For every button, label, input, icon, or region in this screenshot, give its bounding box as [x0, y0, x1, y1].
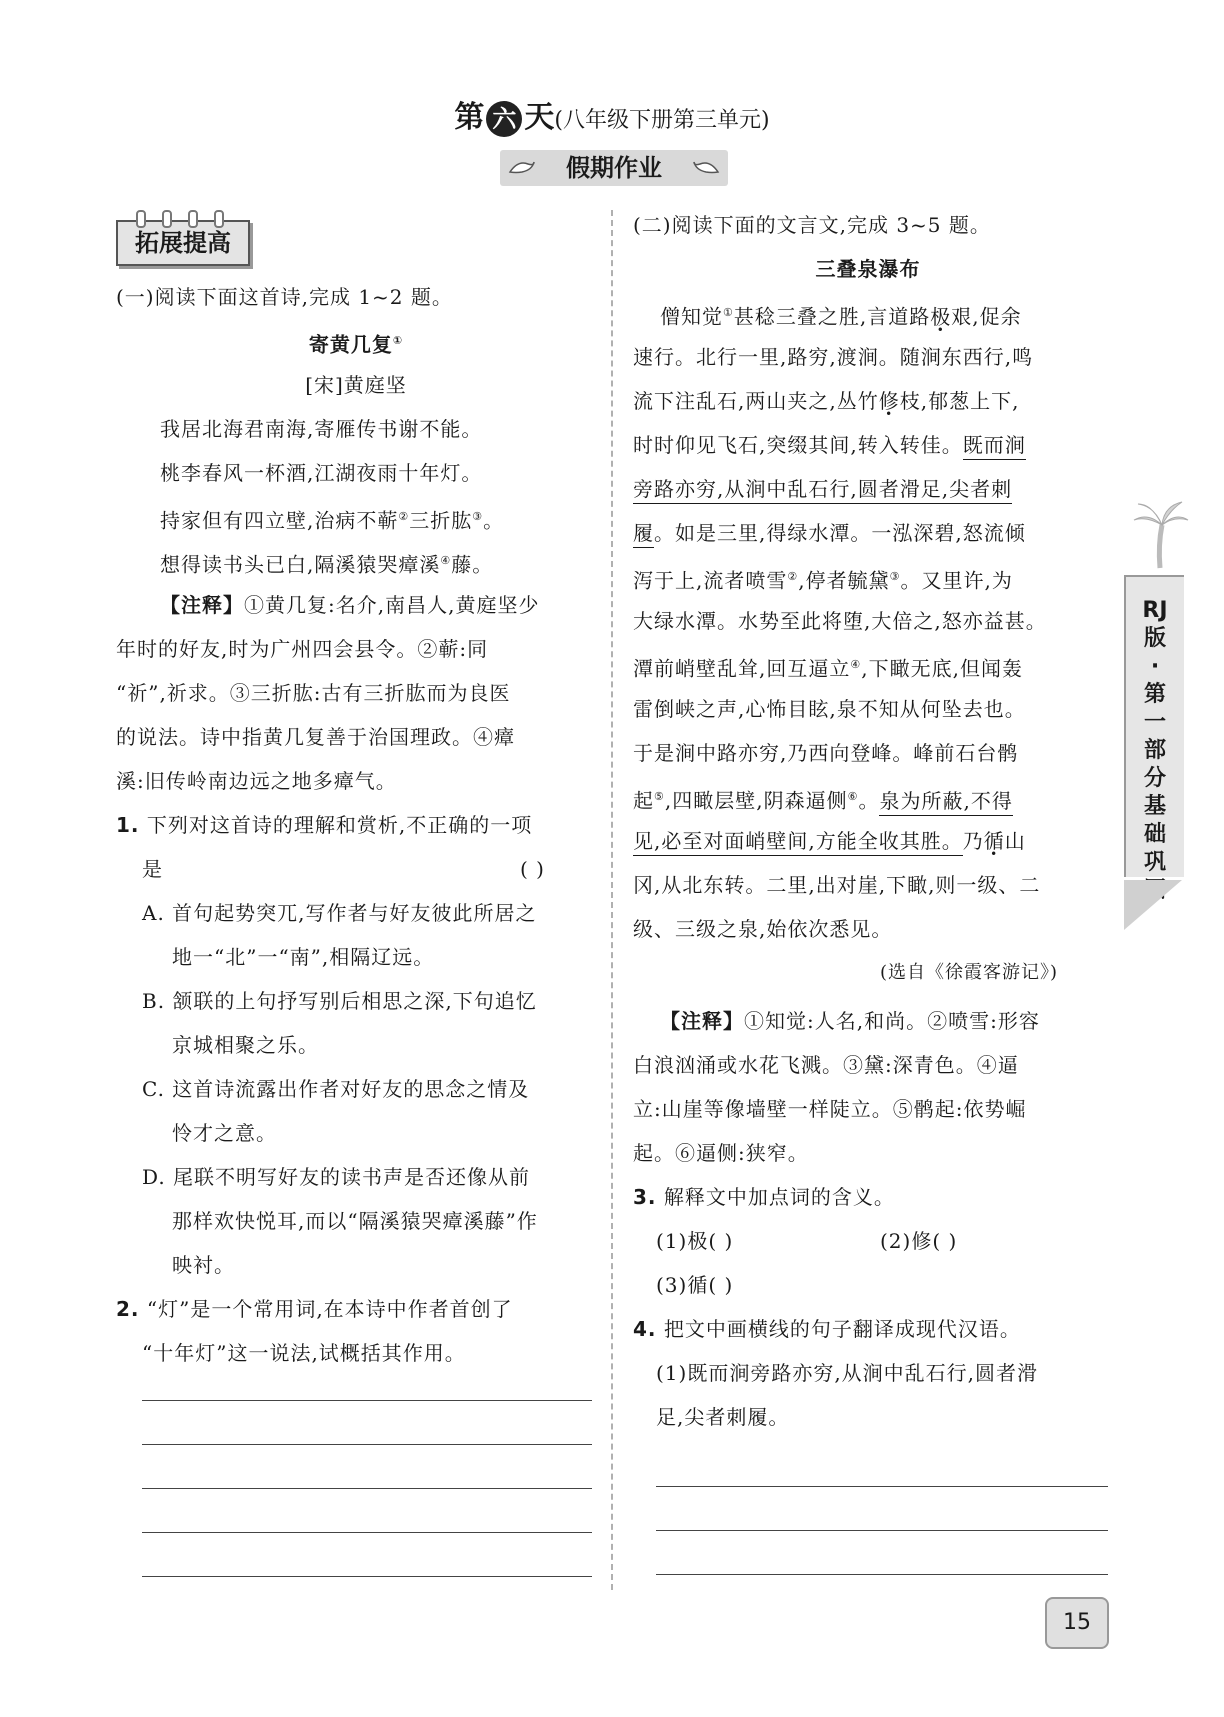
- note-marker: ②: [398, 510, 410, 523]
- question-stem: “灯”是一个常用词,在本诗中作者首创了: [146, 1297, 513, 1321]
- part2-intro: (二)阅读下面的文言文,完成 3~5 题。: [633, 213, 991, 237]
- q3-item-2[interactable]: (2)修( ): [880, 1229, 958, 1253]
- side-tab: [1124, 575, 1184, 903]
- passage-line: 旁路亦穷,从涧中乱石行,圆者滑足,尖者刺: [633, 476, 1012, 502]
- note-text: ①知觉:人名,和尚。②喷雪:形容: [744, 1009, 1040, 1033]
- question-stem: “十年灯”这一说法,试概括其作用。: [142, 1341, 466, 1365]
- option-d: D. 尾联不明写好友的读书声是否还像从前: [142, 1165, 531, 1189]
- question-4: [633, 1316, 1021, 1342]
- note-label: 【注释】: [660, 1009, 744, 1033]
- poem-line: 我居北海君南海,寄雁传书谢不能。: [160, 417, 483, 441]
- note-text: ①黄几复:名介,南昌人,黄庭坚少: [244, 593, 540, 617]
- ring-icon: [136, 210, 146, 228]
- option-d-cont: 映衬。: [172, 1253, 235, 1277]
- day-suffix: 天: [524, 100, 555, 135]
- passage-line: 履。如是三里,得绿水潭。一泓深碧,怒流倾: [633, 520, 1026, 546]
- note-text: 立:山崖等像墙壁一样陡立。⑤鹘起:依势崛: [633, 1097, 1027, 1121]
- side-tab-label: RJ版·第一部分 基础巩固: [1142, 598, 1168, 903]
- option-c-cont: 怜才之意。: [172, 1121, 277, 1145]
- note-text: 年时的好友,时为广州四会县令。②蕲:同: [116, 637, 489, 661]
- passage-source: (选自《徐霞客游记》): [880, 962, 1059, 983]
- poem-line-text: 持家但有四立壁,治病不蕲: [160, 508, 399, 533]
- passage-line: 大绿水潭。水势至此将堕,大倍之,怒亦益甚。: [633, 609, 1047, 633]
- option-c: C. 这首诗流露出作者对好友的思念之情及: [142, 1077, 530, 1101]
- poem-line-text: 三折肱: [409, 508, 473, 533]
- poem-line-text: 藤。: [451, 552, 494, 577]
- note-text: 溪:旧传岭南边远之地多瘴气。: [116, 769, 397, 793]
- ring-icon: [162, 210, 172, 228]
- passage-title: 三叠泉瀑布: [815, 257, 921, 281]
- question-number: 1.: [116, 813, 140, 837]
- bird-right-icon: [692, 154, 720, 180]
- question-stem: 下列对这首诗的理解和赏析,不正确的一项: [146, 813, 533, 837]
- poem-title-note: ①: [392, 334, 404, 347]
- answer-line[interactable]: [142, 1488, 592, 1489]
- note-marker: ③: [472, 510, 484, 523]
- answer-line[interactable]: [656, 1530, 1108, 1531]
- poem-line: [160, 504, 504, 534]
- note-text: 的说法。诗中指黄几复善于治国理政。④瘴: [116, 725, 515, 749]
- side-tab-corner: [1124, 880, 1182, 930]
- note-text: “祈”,祈求。③三折肱:古有三折肱而为良医: [116, 681, 511, 705]
- passage-line: 时时仰见飞石,突缀其间,转入转佳。既而涧: [633, 432, 1026, 458]
- q3-item-1[interactable]: (1)极( ): [656, 1229, 734, 1253]
- note-marker: ④: [440, 554, 452, 567]
- section-badge-label: 拓展提高: [135, 229, 231, 257]
- passage-line: 潭前峭壁乱耸,回互逼立④,下瞰无底,但闻轰: [633, 656, 1023, 681]
- ring-icon: [214, 210, 224, 228]
- unit-subtitle: (八年级下册第三单元): [554, 108, 770, 133]
- part1-intro: (一)阅读下面这首诗,完成 1~2 题。: [116, 285, 453, 309]
- passage-line: 起⑤,四瞰层壁,阴森逼侧⑥。泉为所蔽,不得: [633, 784, 1013, 814]
- day-number-badge: 六: [486, 101, 522, 137]
- answer-line[interactable]: [656, 1574, 1108, 1575]
- palm-tree-icon: [1130, 500, 1190, 570]
- answer-line[interactable]: [142, 1532, 592, 1533]
- passage-line: 速行。北行一里,路穷,渡涧。随涧东西行,鸣: [633, 345, 1034, 369]
- answer-line[interactable]: [142, 1576, 592, 1577]
- poem-title: [116, 328, 596, 358]
- question-stem: 是: [142, 857, 163, 881]
- passage-line: 僧知觉①甚稔三叠之胜,言道路极艰,促余: [660, 304, 1022, 329]
- poem-title-text: 寄黄几复: [308, 332, 393, 357]
- q3-item-3[interactable]: (3)循( ): [656, 1273, 734, 1297]
- poem-line: 桃李春风一杯酒,江湖夜雨十年灯。: [160, 461, 483, 485]
- question-2: [116, 1296, 513, 1322]
- q4-sub-1: (1)既而涧旁路亦穷,从涧中乱石行,圆者滑: [656, 1361, 1039, 1385]
- passage-line: 见,必至对面峭壁间,方能全收其胜。乃循山: [633, 828, 1026, 854]
- holiday-homework-banner: [500, 150, 728, 186]
- option-b-cont: 京城相聚之乐。: [172, 1033, 319, 1057]
- option-d-cont: 那样欢快悦耳,而以“隔溪猿哭瘴溪藤”作: [172, 1209, 538, 1233]
- answer-line[interactable]: [142, 1444, 592, 1445]
- passage-line: 冈,从北东转。二里,出对崖,下瞰,则一级、二: [633, 873, 1041, 897]
- option-a: A. 首句起势突兀,写作者与好友彼此所居之: [142, 901, 537, 925]
- section-badge: [116, 220, 250, 266]
- poem-author: [宋]黄庭坚: [305, 373, 407, 397]
- ring-icon: [188, 210, 198, 228]
- option-b: B. 颔联的上句抒写别后相思之深,下句追忆: [142, 989, 537, 1013]
- question-1: [116, 812, 532, 838]
- q4-sub-1-cont: 足,尖者刺履。: [656, 1405, 790, 1429]
- passage-line: 雷倒峡之声,心怖目眩,泉不知从何坠去也。: [633, 697, 1026, 721]
- passage-notes: [660, 1008, 1040, 1034]
- option-a-cont: 地一“北”一“南”,相隔辽远。: [172, 945, 435, 969]
- question-stem: 解释文中加点词的含义。: [663, 1185, 895, 1209]
- answer-bracket[interactable]: ( ): [520, 857, 545, 881]
- day-title: [0, 92, 1224, 137]
- question-stem: 把文中画横线的句子翻译成现代汉语。: [663, 1317, 1021, 1341]
- banner-label: 假期作业: [566, 154, 662, 182]
- passage-line: 级、三级之泉,始依次悉见。: [633, 917, 893, 941]
- note-text: 白浪汹涌或水花飞溅。③黛:深青色。④逼: [633, 1053, 1019, 1077]
- poem-line-text: 。: [483, 508, 505, 533]
- page-number: 15: [1045, 1597, 1109, 1649]
- question-3: [633, 1184, 895, 1210]
- poem-line-text: 想得读书头已白,隔溪猿哭瘴溪: [160, 552, 441, 577]
- bird-left-icon: [508, 154, 536, 180]
- column-divider: [611, 210, 613, 1590]
- passage-line: 流下注乱石,两山夹之,丛竹修枝,郁葱上下,: [633, 389, 1020, 413]
- poem-notes: [160, 592, 539, 618]
- answer-line[interactable]: [656, 1486, 1108, 1487]
- question-number: 2.: [116, 1297, 140, 1321]
- note-text: 起。⑥逼侧:狭窄。: [633, 1141, 809, 1165]
- note-label: 【注释】: [160, 593, 244, 617]
- passage-line: 于是涧中路亦穷,乃西向登峰。峰前石台鹘: [633, 741, 1019, 765]
- poem-line: [160, 548, 493, 578]
- answer-line[interactable]: [142, 1400, 592, 1401]
- question-number: 4.: [633, 1317, 657, 1341]
- question-number: 3.: [633, 1185, 657, 1209]
- day-prefix: 第: [454, 100, 485, 135]
- passage-line: 泻于上,流者喷雪②,停者毓黛③。又里许,为: [633, 568, 1013, 593]
